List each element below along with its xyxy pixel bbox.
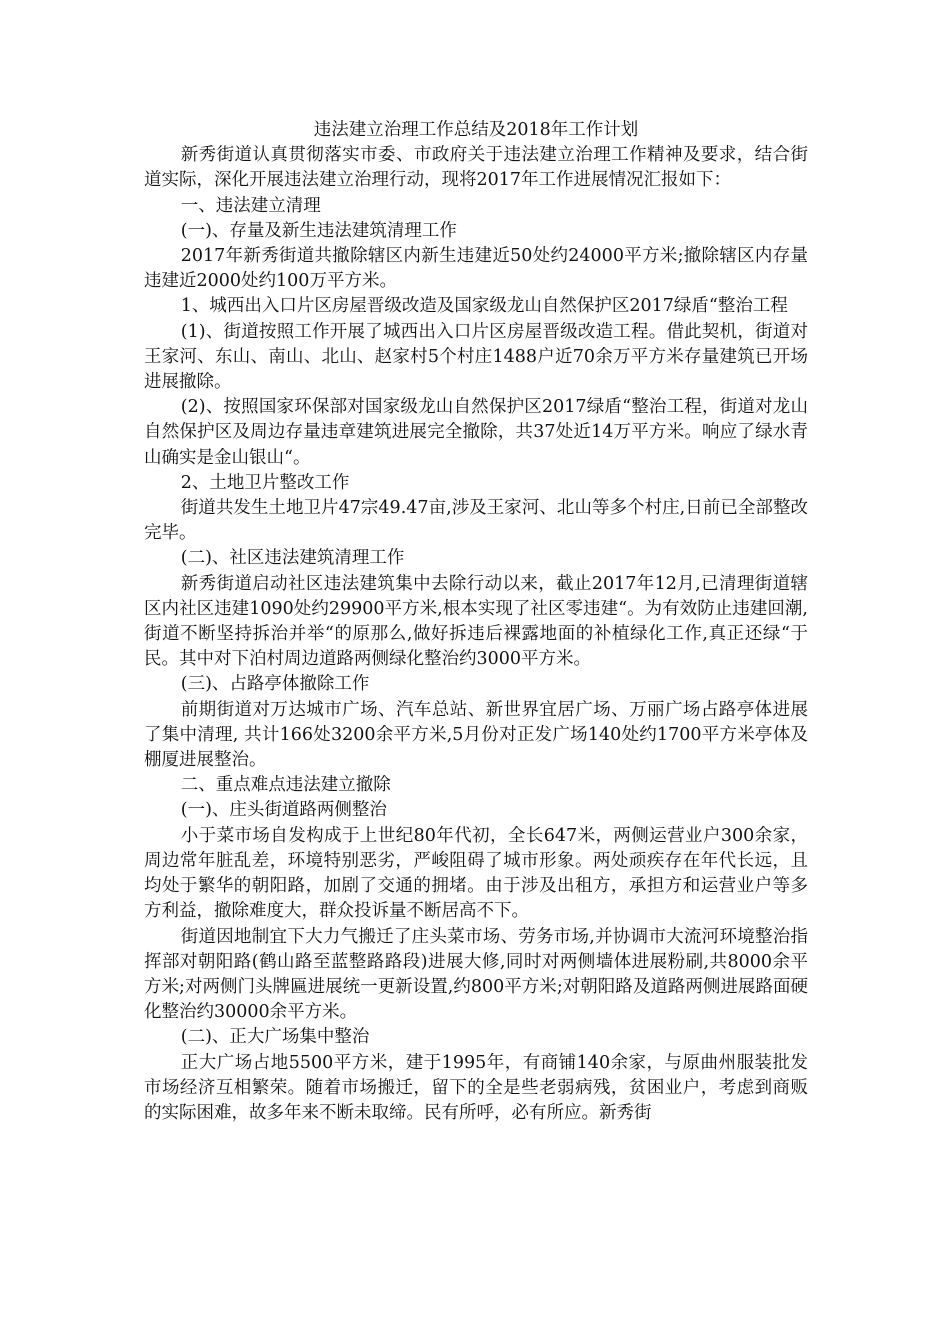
item-heading: 2、土地卫片整改工作 — [180, 472, 350, 493]
subsection-heading-1-2: (二)、社区违法建筑清理工作 — [180, 548, 405, 569]
paragraph: (2)、按照国家环保部对国家级龙山自然保护区2017绿盾“整治工程，街道对龙山自然保护区及周边存量违章建筑进展完全撤除，共37处近14万平方米。响应了绿水青山确实是金山银山“。 — [144, 397, 808, 468]
subsection-heading-2-2: (二)、正大广场集中整治 — [180, 1027, 370, 1048]
subsection-heading-2-1: (一)、庄头街道路两侧整治 — [180, 800, 387, 821]
paragraph: 街道因地制宜下大力气搬迁了庄头菜市场、劳务市场,并协调市大流河环境整治指挥部对朝阳路(鹤山路至蓝整路路段)进展大修,同时对两侧墙体进展粉刷,共8000余平方米;对两侧门头牌匾进展统一更新设置,约800平方米;对朝阳路及道路两侧进展路面硬化整治约30000余平方米。 — [144, 926, 808, 1023]
document-title: 违法建立治理工作总结及2018年工作计划 — [313, 120, 639, 140]
paragraph: 前期街道对万达城市广场、汽车总站、新世界宜居广场、万丽广场占路亭体进展了集中清理, 共计166处3200余平方米,5月份对正发广场140处约1700平方米亭体及棚厦进展整治。 — [144, 699, 808, 771]
subsection-heading-1-3: (三)、占路亭体撤除工作 — [180, 674, 370, 695]
paragraph: 正大广场占地5500平方米，建于1995年，有商铺140余家，与原曲州服装批发市场经济互相繁荣。随着市场搬迁，留下的全是些老弱病残，贫困业户，考虑到商贩的实际困难，故多年来不断未取缔。民有所呼，必有所应。新秀街 — [144, 1052, 808, 1123]
paragraph-intro: 新秀街道认真贯彻落实市委、市政府关于违法建立治理工作精神及要求，结合街道实际，深化开展违法建立治理行动，现将2017年工作进展情况汇报如下： — [144, 145, 808, 191]
paragraph: 新秀街道启动社区违法建筑集中去除行动以来，截止2017年12月,已清理街道辖区内社区违建1090处约29900平方米,根本实现了社区零违建“。为有效防止违建回潮,街道不断坚持拆治并举“的原那么,做好拆违后裸露地面的补植绿化工作,真正还绿“于民。其中对下泊村周边道路两侧绿化整治约3000平方米。 — [144, 573, 808, 670]
paragraph: 街道共发生土地卫片47宗49.47亩,涉及王家河、北山等多个村庄,日前已全部整改完毕。 — [144, 498, 808, 544]
item-heading: 1、城西出入口片区房屋晋级改造及国家级龙山自然保护区2017绿盾“整治工程 — [180, 296, 788, 317]
paragraph: 小于菜市场自发构成于上世纪80年代初，全长647米，两侧运营业户300余家，周边常年脏乱差，环境特别恶劣，严峻阻碍了城市形象。两处顽疾存在年代长远，且均处于繁华的朝阳路，加剧了交通的拥堵。由于涉及出租方，承担方和运营业户等多方利益，撤除难度大，群众投诉量不断居高不下。 — [144, 825, 808, 922]
document-page — [144, 118, 808, 1126]
subsection-heading-1-1: (一)、存量及新生违法建筑清理工作 — [180, 220, 457, 241]
section-heading-1: 一、违法建立清理 — [180, 195, 321, 216]
paragraph: 2017年新秀街道共撤除辖区内新生违建近50处约24000平方米;撤除辖区内存量违建近2000处约100万平方米。 — [144, 246, 808, 292]
paragraph: (1)、街道按照工作开展了城西出入口片区房屋晋级改造工程。借此契机，街道对王家河、东山、南山、北山、赵家村5个村庄1488户近70余万平方米存量建筑已开场进展撤除。 — [144, 321, 808, 393]
section-heading-2: 二、重点难点违法建立撤除 — [180, 775, 391, 796]
